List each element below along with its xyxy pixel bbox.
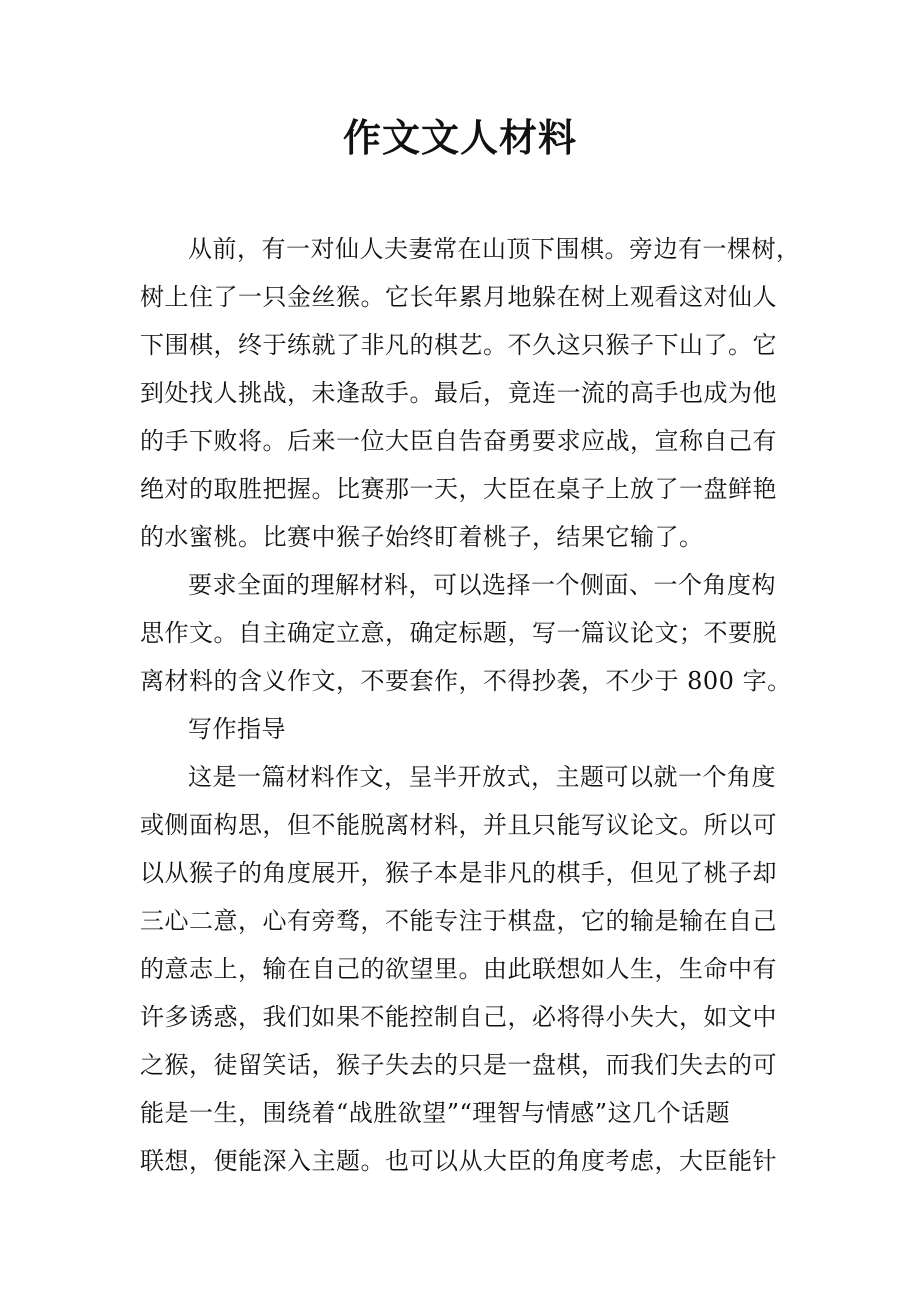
section-heading: 写作指导	[188, 715, 286, 743]
paragraph-line: 能是一生，围绕着“战胜欲望”“理智与情感”这几个话题	[140, 1099, 731, 1127]
paragraph-line: 下围棋，终于练就了非凡的棋艺。不久这只猴子下山了。它	[140, 331, 777, 359]
paragraph-line: 思作文。自主确定立意，确定标题，写一篇议论文；不要脱	[140, 619, 777, 647]
paragraph-line: 的水蜜桃。比赛中猴子始终盯着桃子，结果它输了。	[140, 523, 704, 551]
document-body	[140, 225, 801, 1185]
paragraph-line: 之猴，徒留笑话，猴子失去的只是一盘棋，而我们失去的可	[140, 1051, 777, 1079]
paragraph-line: 或侧面构思，但不能脱离材料，并且只能写议论文。所以可	[140, 811, 777, 839]
document-title: 作文文人材料	[342, 115, 577, 160]
paragraph-line: 以从猴子的角度展开，猴子本是非凡的棋手，但见了桃子却	[140, 859, 777, 887]
paragraph-line: 到处找人挑战，未逢敌手。最后，竟连一流的高手也成为他	[140, 379, 777, 407]
paragraph-line: 的手下败将。后来一位大臣自告奋勇要求应战，宣称自己有	[140, 427, 777, 455]
paragraph-line: 要求全面的理解材料，可以选择一个侧面、一个角度构	[188, 571, 776, 599]
paragraph-line: 绝对的取胜把握。比赛那一天，大臣在桌子上放了一盘鲜艳	[140, 475, 777, 503]
paragraph-line: 许多诱惑，我们如果不能控制自己，必将得小失大，如文中	[140, 1003, 777, 1031]
paragraph-line: 三心二意，心有旁骛，不能专注于棋盘，它的输是输在自己	[140, 907, 777, 935]
paragraph-line: 从前，有一对仙人夫妻常在山顶下围棋。旁边有一棵树，	[188, 235, 801, 263]
paragraph-line: 树上住了一只金丝猴。它长年累月地躲在树上观看这对仙人	[140, 283, 777, 311]
paragraph-line: 的意志上，输在自己的欲望里。由此联想如人生，生命中有	[140, 955, 777, 983]
paragraph-line: 联想，便能深入主题。也可以从大臣的角度考虑，大臣能针	[140, 1147, 777, 1175]
paragraph-line: 这是一篇材料作文，呈半开放式，主题可以就一个角度	[188, 763, 776, 791]
paragraph-line: 离材料的含义作文，不要套作，不得抄袭，不少于 800 字。	[140, 667, 792, 695]
